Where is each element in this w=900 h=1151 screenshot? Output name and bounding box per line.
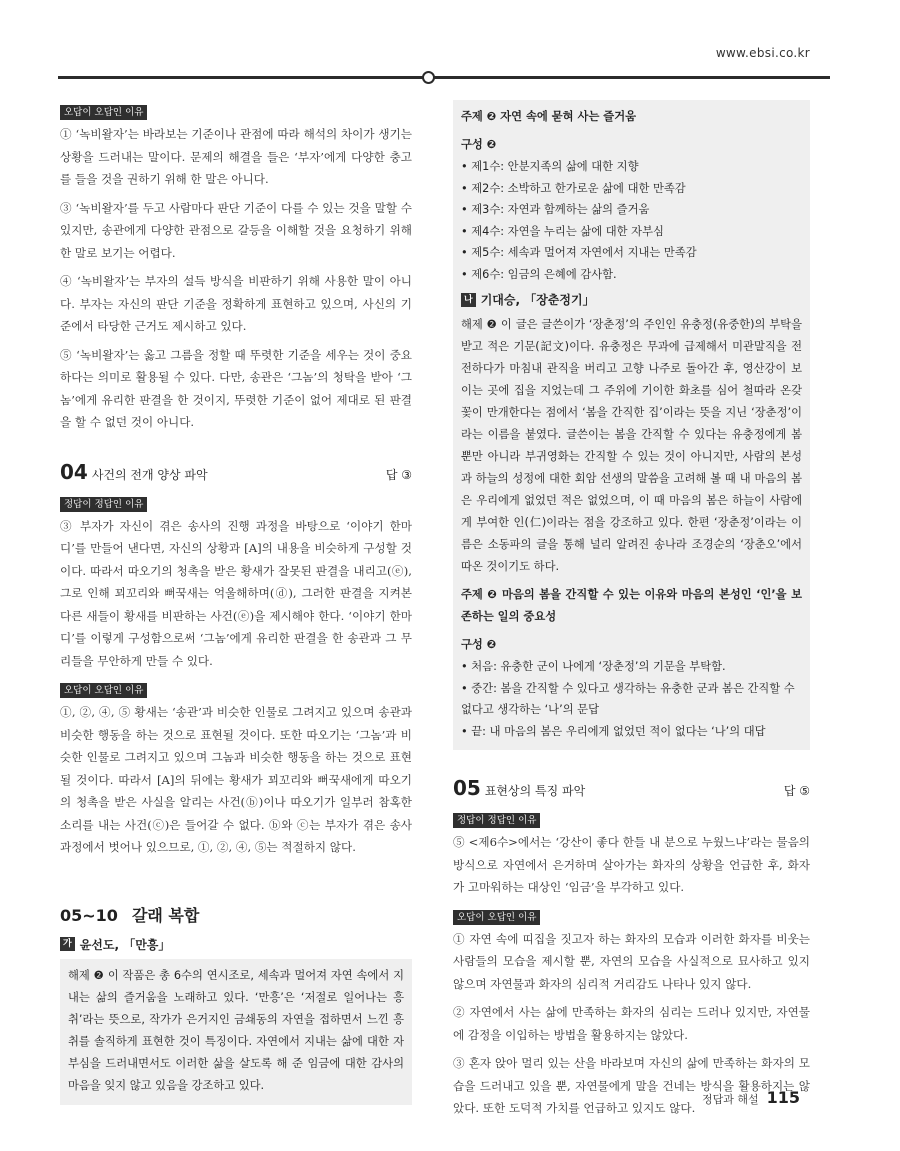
question-number: 04	[60, 459, 88, 484]
list-item: • 제5수: 세속과 멀어져 자연에서 지내는 만족감	[461, 246, 697, 259]
left-column	[60, 100, 412, 1105]
wrong-reason-2: ② 자연에서 사는 삶에 만족하는 화자의 심리는 드러나 있지만, 자연물에 감정을 이입하는 방법을 활용하지는 않았다.	[453, 1005, 810, 1042]
page-number: 115	[766, 1088, 800, 1107]
header-rule	[58, 76, 830, 79]
page-footer	[702, 1088, 800, 1107]
question-number: 05	[453, 776, 481, 800]
wrong-answer-badge: 오답이 오답인 이유	[60, 683, 147, 698]
section-header	[60, 903, 412, 926]
wrong-answer-badge: 오답이 오답인 이유	[60, 105, 147, 120]
work-ga-summary-box	[60, 959, 412, 1105]
correct-answer-badge: 정답이 정답인 이유	[60, 497, 147, 512]
list-item: • 처음: 유충한 군이 나에게 ‘장춘정’의 기문을 부탁함.	[461, 660, 726, 673]
work-na-title	[461, 291, 802, 308]
footer-label: 정답과 해설	[701, 1093, 759, 1106]
question-title: 표현상의 특징 파악	[484, 784, 586, 798]
structure-1-list	[461, 156, 802, 285]
theme-1: 주제 ❷ 자연 속에 묻혀 사는 즐거움	[461, 110, 637, 123]
question-answer: 답 ⑤	[783, 784, 810, 798]
correct-reason: ③ 부자가 자신이 겪은 송사의 진행 과정을 바탕으로 ‘이야기 한마디’를 만들어 낸다면, 자신의 상황과 [A]의 내용을 비슷하게 구성할 것이다. 따라서 따오기의 청촉을 받은 황새가 잘못된 판결을 내리고(ⓔ), 그로 인해 꾀꼬리와 뻐꾹새는 억울해하며(ⓓ), 그러한 판결을 지켜본 다른 새들이 황새를 비판하는 사건(ⓔ)을 제시해야 한다. ‘이야기 한마디’를 이렇게 구성함으로써 ‘그놈’에게 유리한 판결을 한 송관과 그 무리들을 무안하게 만들 수 있다.	[60, 518, 412, 668]
work-title: 윤선도, 「만흥」	[79, 937, 171, 952]
list-item: • 제3수: 자연과 함께하는 삶의 즐거움	[461, 203, 650, 216]
structure-1-label: 구성 ❷	[461, 138, 497, 151]
list-item: • 제4수: 자연을 누리는 삶에 대한 자부심	[461, 224, 664, 238]
wrong-reason-1: ① ‘녹비왈자’는 바라보는 기준이나 관점에 따라 해석의 차이가 생기는 상황을 드러내는 말이다. 문제의 해결을 들은 ‘부자’에게 다양한 충고를 들을 것을 권하기 위해 한 말은 아니다.	[60, 127, 412, 186]
question-05-header	[453, 776, 810, 800]
work-title: 기대승, 「장춘정기」	[480, 293, 595, 307]
list-item: • 끝: 내 마음의 봄은 우리에게 없었던 적이 없다는 ‘나’의 대답	[461, 724, 766, 738]
work-ga-info-box	[453, 100, 810, 750]
correct-reason: ⑤ <제6수>에서는 ‘강산이 좋다 한들 내 분으로 누웠느냐’라는 물음의 방식으로 자연에서 은거하며 살아가는 화자의 상황을 언급한 후, 화자가 고마워하는 대상인 ‘임금’을 부각하고 있다.	[453, 835, 810, 894]
right-column	[453, 100, 810, 1126]
list-item: • 제6수: 임금의 은혜에 감사함.	[461, 267, 617, 281]
site-url: www.ebsi.co.kr	[715, 46, 810, 60]
work-badge: 나	[461, 293, 476, 307]
structure-2-label: 구성 ❷	[461, 638, 497, 651]
wrong-reason-3: ③ 혼자 앉아 멀리 있는 산을 바라보며 자신의 삶에 만족하는 화자의 모습을 드러내고 있을 뿐, 자연물에게 말을 건네는 방식을 활용하지는 않았다. 또한 도덕적 가치를 언급하고 있지도 않다.	[453, 1056, 810, 1115]
list-item: • 중간: 봄을 간직할 수 있다고 생각하는 유충한 군과 봄은 간직할 수 없다고 생각하는 ‘나’의 문답	[461, 681, 795, 716]
structure-2-list	[461, 656, 802, 742]
list-item: • 제2수: 소박하고 한가로운 삶에 대한 만족감	[461, 181, 686, 195]
list-item: • 제1수: 안분지족의 삶에 대한 지향	[461, 160, 639, 173]
work-badge: 가	[60, 937, 75, 951]
theme-2: 주제 ❷ 마음의 봄을 간직할 수 있는 이유와 마음의 본성인 ‘인’을 보존하는 일의 중요성	[461, 588, 802, 623]
question-title: 사건의 전개 양상 파악	[91, 467, 208, 482]
question-04-header	[60, 460, 412, 484]
wrong-reason-5: ⑤ ‘녹비왈자’는 옳고 그름을 정할 때 뚜렷한 기준을 세우는 것이 중요하다는 의미로 활용될 수 있다. 다만, 송관은 ‘그놈’의 청탁을 받아 ‘그놈’에게 유리한 판결을 한 것이지, 뚜렷한 기준이 없어 제대로 된 판결을 할 수 없던 것이 아니다.	[60, 347, 412, 429]
work-ga-summary: 해제 ❷ 이 작품은 총 6수의 연시조로, 세속과 멀어져 자연 속에서 지내는 삶의 즐거움을 노래하고 있다. ‘만흥’은 ‘저절로 일어나는 흥취’라는 뜻으로, 작가가 은거지인 금쇄동의 자연을 접하면서 느낀 흥취를 솔직하게 표현한 것이 특징이다. 자연에서 지내는 삶에 대한 자부심을 드러내면서도 이러한 삶을 살도록 해 준 임금에 대한 감사의 마음을 잊지 않고 있음을 강조하고 있다.	[68, 968, 404, 1092]
wrong-reason-1: ① 자연 속에 띠집을 짓고자 하는 화자의 모습과 이러한 화자를 비웃는 사람들의 모습을 제시할 뿐, 자연의 모습을 사실적으로 묘사하고 있지 않으며 자연물과 화자의 심리적 거리감도 나타나 있지 않다.	[453, 931, 810, 991]
work-ga-title	[60, 936, 412, 953]
wrong-reason: ①, ②, ④, ⑤ 황새는 ‘송관’과 비슷한 인물로 그려지고 있으며 송관과 비슷한 행동을 하는 것으로 표현될 것이다. 또한 따오기는 ‘그놈’과 비슷한 인물로 그려지고 있으며 그놈과 비슷한 행동을 하는 것으로 표현될 것이다. 따라서 [A]의 뒤에는 황새가 꾀꼬리와 뻐꾹새에게 따오기의 청촉을 받은 사실을 알리는 사건(ⓑ)이나 따오기가 일부러 참혹한 소리를 내는 사건(ⓒ)은 들어갈 수 없다. ⓑ와 ⓒ는 부자가 겪은 송사 과정에서 벗어나 있으므로, ①, ②, ④, ⑤는 적절하지 않다.	[60, 705, 413, 854]
section-title: 갈래 복합	[131, 905, 200, 925]
section-number: 05~10	[60, 905, 118, 925]
wrong-answer-badge: 오답이 오답인 이유	[453, 910, 540, 925]
work-na-summary: 해제 ❷ 이 글은 글쓴이가 ‘장춘정’의 주인인 유충정(유중한)의 부탁을 받고 적은 기문(記文)이다. 유충정은 무과에 급제해서 미관말직을 전전하다가 마침내 관직을 버리고 고향 나주로 돌아간 후, 영산강이 보이는 곳에 집을 지었는데 그 주위에 기이한 화초를 심어 철따라 온갖 꽃이 만개한다는 점에서 ‘봄을 간직한 집’이라는 뜻을 지닌 ‘장춘정’이라는 이름을 붙였다. 글쓴이는 봄을 간직할 수 있다는 유충정에게 봄뿐만 아니라 부귀영화는 간직할 수 있는 것이 아니지만, 사람의 본성과 하늘의 성정에 대한 회암 선생의 말씀을 고려해 볼 때 내 마음의 봄은 우리에게 없었던 적은 없었으며, 이 때 마음의 봄은 하늘이 사람에게 부여한 인(仁)이라는 점을 강조하고 있다. 한편 ‘장춘정’이라는 이름은 소동파의 글을 통해 널리 알려진 송나라 조경순의 ‘장춘오’에서 따온 것이기도 하다.	[461, 318, 802, 573]
wrong-reason-4: ④ ‘녹비왈자’는 부자의 설득 방식을 비판하기 위해 사용한 말이 아니다. 부자는 자신의 판단 기준을 정확하게 표현하고 있으며, 사신의 기준에서 타당한 근거도 제시하고 있다.	[60, 274, 412, 333]
correct-answer-badge: 정답이 정답인 이유	[453, 813, 540, 828]
header-rule-dot	[422, 71, 435, 84]
wrong-reason-3: ③ ‘녹비왈자’를 두고 사람마다 판단 기준이 다를 수 있는 것을 말할 수 있지만, 송관에게 다양한 관점으로 갈등을 이해할 것을 요청하기 위해 한 말로 보기는 어렵다.	[60, 200, 412, 260]
question-answer: 답 ③	[385, 467, 412, 482]
